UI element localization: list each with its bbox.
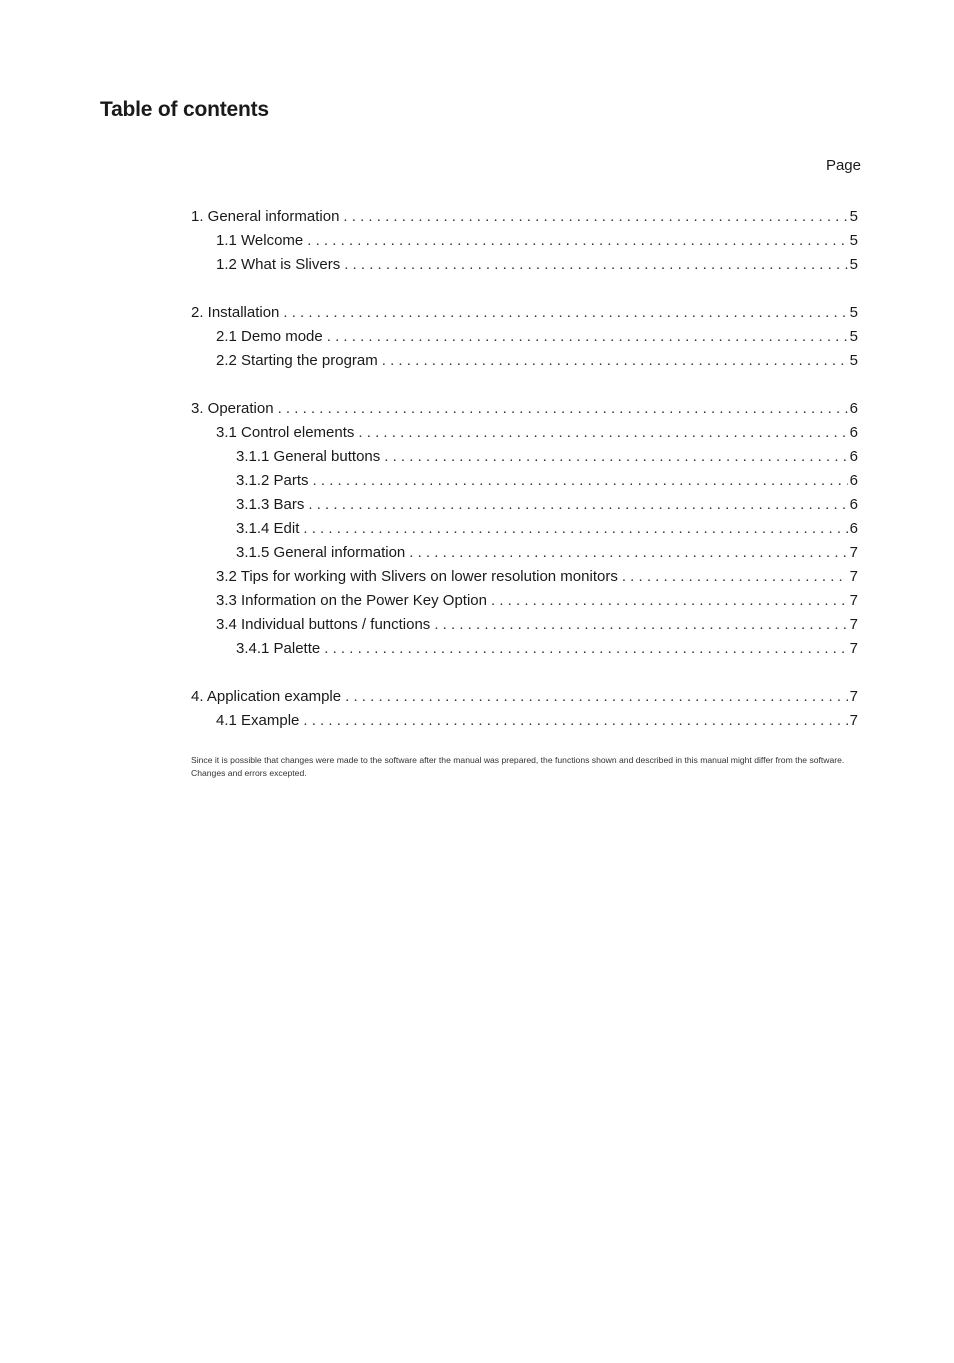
dot-leader	[344, 253, 847, 277]
toc-entry-title: 1.1 Welcome	[216, 232, 304, 249]
dot-leader	[278, 397, 848, 421]
toc-entry-page-number: 5	[849, 208, 858, 225]
toc-entry[interactable]	[191, 493, 858, 517]
dot-leader	[313, 469, 848, 493]
toc-entry-page-number: 7	[849, 592, 858, 609]
dot-leader	[409, 541, 847, 565]
toc-entry-title: 3.1.2 Parts	[236, 472, 309, 489]
toc-entry-title: 4.1 Example	[216, 712, 300, 729]
toc-entry-title: 3.1 Control elements	[216, 424, 355, 441]
toc-entry[interactable]	[191, 229, 858, 253]
toc-entry[interactable]	[191, 301, 858, 325]
toc-entry[interactable]	[191, 589, 858, 613]
toc-entry-page-number: 7	[849, 568, 858, 585]
toc-entry[interactable]	[191, 709, 858, 733]
toc-entry-title: 3.1.5 General information	[236, 544, 406, 561]
dot-leader	[345, 685, 848, 709]
toc-entry-title: 2.2 Starting the program	[216, 352, 378, 369]
toc-entry-page-number: 5	[849, 304, 858, 321]
toc-entry-page-number: 5	[849, 328, 858, 345]
toc-entry-page-number: 5	[849, 256, 858, 273]
toc-entry-title: 1. General information	[191, 208, 340, 225]
dot-leader	[303, 709, 847, 733]
toc-entry[interactable]	[191, 205, 858, 229]
toc-entry-title: 3.3 Information on the Power Key Option	[216, 592, 487, 609]
toc-section	[191, 685, 858, 733]
toc-entry-title: 3.2 Tips for working with Slivers on lower resolution monitors	[216, 568, 618, 585]
toc-entry-title: 1.2 What is Slivers	[216, 256, 341, 273]
toc-entry-page-number: 6	[849, 400, 858, 417]
dot-leader	[622, 565, 848, 589]
toc-entry[interactable]	[191, 517, 858, 541]
dot-leader	[303, 517, 847, 541]
toc-entry-title: 3.1.1 General buttons	[236, 448, 381, 465]
toc-entry-page-number: 7	[849, 616, 858, 633]
toc-entry[interactable]	[191, 253, 858, 277]
toc-entry[interactable]	[191, 325, 858, 349]
toc-section	[191, 205, 858, 277]
toc-entry-page-number: 6	[849, 448, 858, 465]
disclaimer-note: Since it is possible that changes were made to the software after the manual was prepared, the functions shown and described in this manual might differ from the software. Changes and errors excepted.	[191, 755, 845, 778]
dot-leader	[343, 205, 847, 229]
toc-section	[191, 301, 858, 373]
toc-entry[interactable]	[191, 445, 858, 469]
toc-entry-title: 3.4.1 Palette	[236, 640, 321, 657]
toc-entry-page-number: 6	[849, 424, 858, 441]
toc-entry-page-number: 6	[849, 496, 858, 513]
dot-leader	[308, 493, 847, 517]
table-of-contents	[191, 205, 858, 757]
toc-entry[interactable]	[191, 541, 858, 565]
toc-entry-page-number: 7	[849, 544, 858, 561]
toc-entry[interactable]	[191, 469, 858, 493]
toc-entry-page-number: 7	[849, 688, 858, 705]
toc-entry[interactable]	[191, 637, 858, 661]
toc-entry-page-number: 6	[849, 472, 858, 489]
toc-entry-title: 3.1.4 Edit	[236, 520, 300, 537]
toc-entry-page-number: 5	[849, 232, 858, 249]
toc-entry[interactable]	[191, 613, 858, 637]
toc-entry-page-number: 5	[849, 352, 858, 369]
page-column-label: Page	[825, 157, 861, 174]
toc-entry-title: 2. Installation	[191, 304, 280, 321]
toc-entry-title: 3.1.3 Bars	[236, 496, 305, 513]
toc-entry[interactable]	[191, 421, 858, 445]
dot-leader	[384, 445, 847, 469]
dot-leader	[324, 637, 847, 661]
toc-entry[interactable]	[191, 349, 858, 373]
toc-entry[interactable]	[191, 685, 858, 709]
dot-leader	[358, 421, 847, 445]
dot-leader	[327, 325, 848, 349]
toc-section	[191, 397, 858, 661]
toc-entry[interactable]	[191, 397, 858, 421]
toc-entry[interactable]	[191, 565, 858, 589]
dot-leader	[283, 301, 847, 325]
dot-leader	[307, 229, 847, 253]
toc-entry-page-number: 6	[849, 520, 858, 537]
toc-entry-title: 4. Application example	[191, 688, 342, 705]
page-title: Table of contents	[100, 98, 269, 121]
toc-entry-title: 3. Operation	[191, 400, 274, 417]
toc-entry-title: 3.4 Individual buttons / functions	[216, 616, 431, 633]
toc-entry-page-number: 7	[849, 640, 858, 657]
dot-leader	[434, 613, 847, 637]
dot-leader	[491, 589, 848, 613]
dot-leader	[382, 349, 848, 373]
toc-entry-title: 2.1 Demo mode	[216, 328, 323, 345]
toc-entry-page-number: 7	[849, 712, 858, 729]
